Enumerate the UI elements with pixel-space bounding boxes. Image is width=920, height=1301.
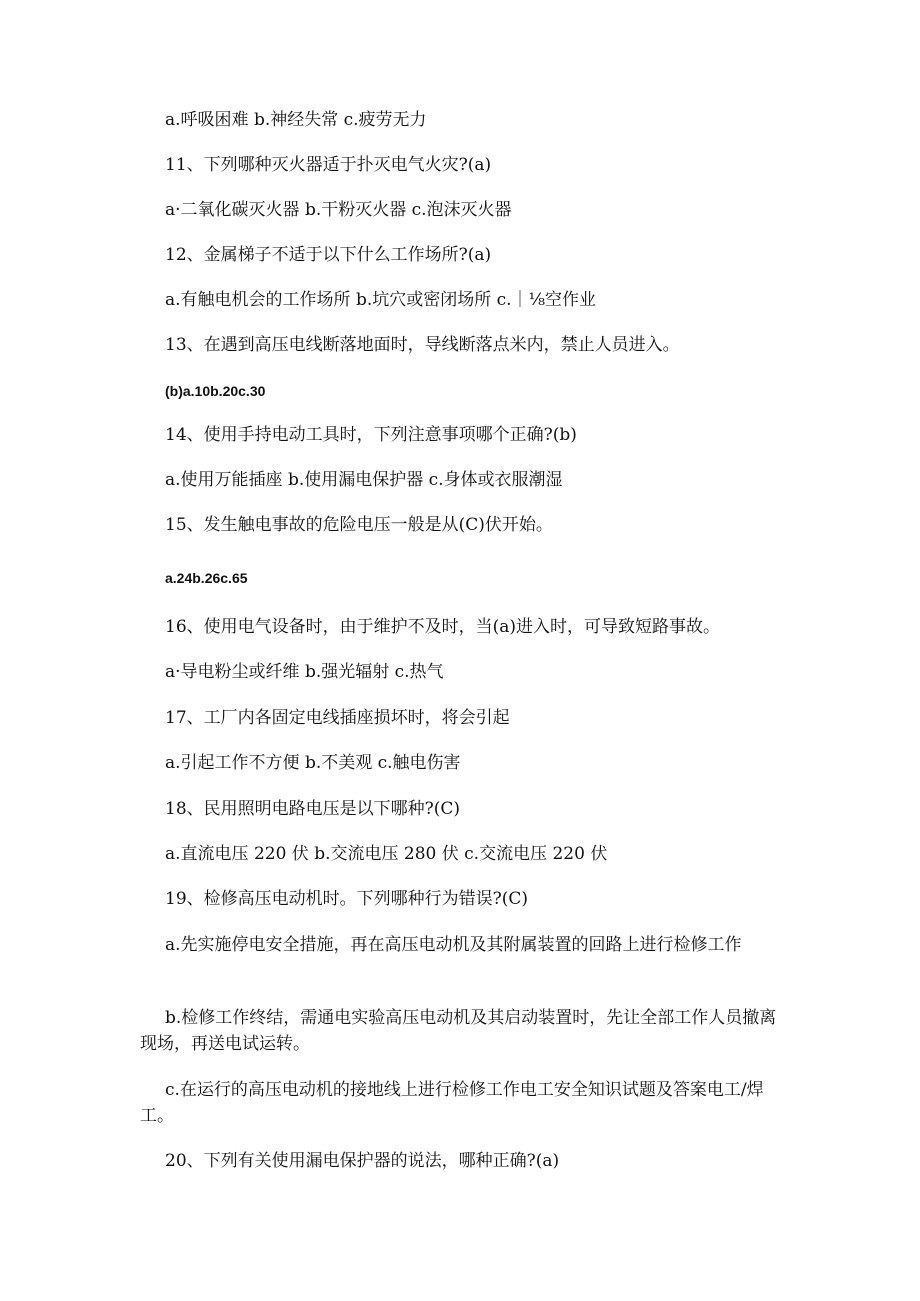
answer-option-19b: b.检修工作终结，需通电实验高压电动机及其启动装置时，先让全部工作人员撤离现场，再送电试运转。 bbox=[140, 1008, 777, 1054]
answer-option-19a: a.先实施停电安全措施，再在高压电动机及其附属装置的回路上进行检修工作 bbox=[165, 935, 742, 955]
question-11: 11、下列哪种灭火器适于扑灭电气火灾?(a) bbox=[165, 155, 492, 175]
question-14: 14、使用手持电动工具时，下列注意事项哪个正确?(b) bbox=[165, 425, 577, 445]
answer-options-18: a.直流电压 220 伏 b.交流电压 280 伏 c.交流电压 220 伏 bbox=[165, 844, 608, 864]
answer-options-15: a.24b.26c.65 bbox=[165, 570, 248, 586]
question-20: 20、下列有关使用漏电保护器的说法，哪种正确?(a) bbox=[165, 1151, 560, 1171]
question-13: 13、在遇到高压电线断落地面时，导线断落点米内，禁止人员进入。 bbox=[165, 335, 680, 355]
question-16: 16、使用电气设备时，由于维护不及时，当(a)进入时，可导致短路事故。 bbox=[165, 617, 721, 637]
answer-options-16: a·导电粉尘或纤维 b.强光辐射 c.热气 bbox=[165, 662, 444, 682]
answer-options-17: a.引起工作不方便 b.不美观 c.触电伤害 bbox=[165, 753, 461, 773]
question-17: 17、工厂内各固定电线插座损坏时，将会引起 bbox=[165, 708, 510, 728]
question-18: 18、民用照明电路电压是以下哪种?(C) bbox=[165, 799, 461, 819]
answer-options-11: a·二氧化碳灭火器 b.干粉灭火器 c.泡沫灭火器 bbox=[165, 200, 512, 220]
answer-options-12: a.有触电机会的工作场所 b.坑穴或密闭场所 c.｜⅛空作业 bbox=[165, 290, 597, 310]
answer-options-14: a.使用万能插座 b.使用漏电保护器 c.身体或衣服潮湿 bbox=[165, 470, 563, 490]
question-15: 15、发生触电事故的危险电压一般是从(C)伏开始。 bbox=[165, 515, 553, 535]
question-19: 19、检修高压电动机时。下列哪种行为错误?(C) bbox=[165, 889, 529, 909]
question-12: 12、金属梯子不适于以下什么工作场所?(a) bbox=[165, 245, 492, 265]
answer-options-10: a.呼吸困难 b.神经失常 c.疲劳无力 bbox=[165, 110, 427, 130]
answer-option-19c: c.在运行的高压电动机的接地线上进行检修工作电工安全知识试题及答案电工/焊工。 bbox=[140, 1080, 764, 1126]
answer-options-13: (b)a.10b.20c.30 bbox=[165, 383, 266, 399]
